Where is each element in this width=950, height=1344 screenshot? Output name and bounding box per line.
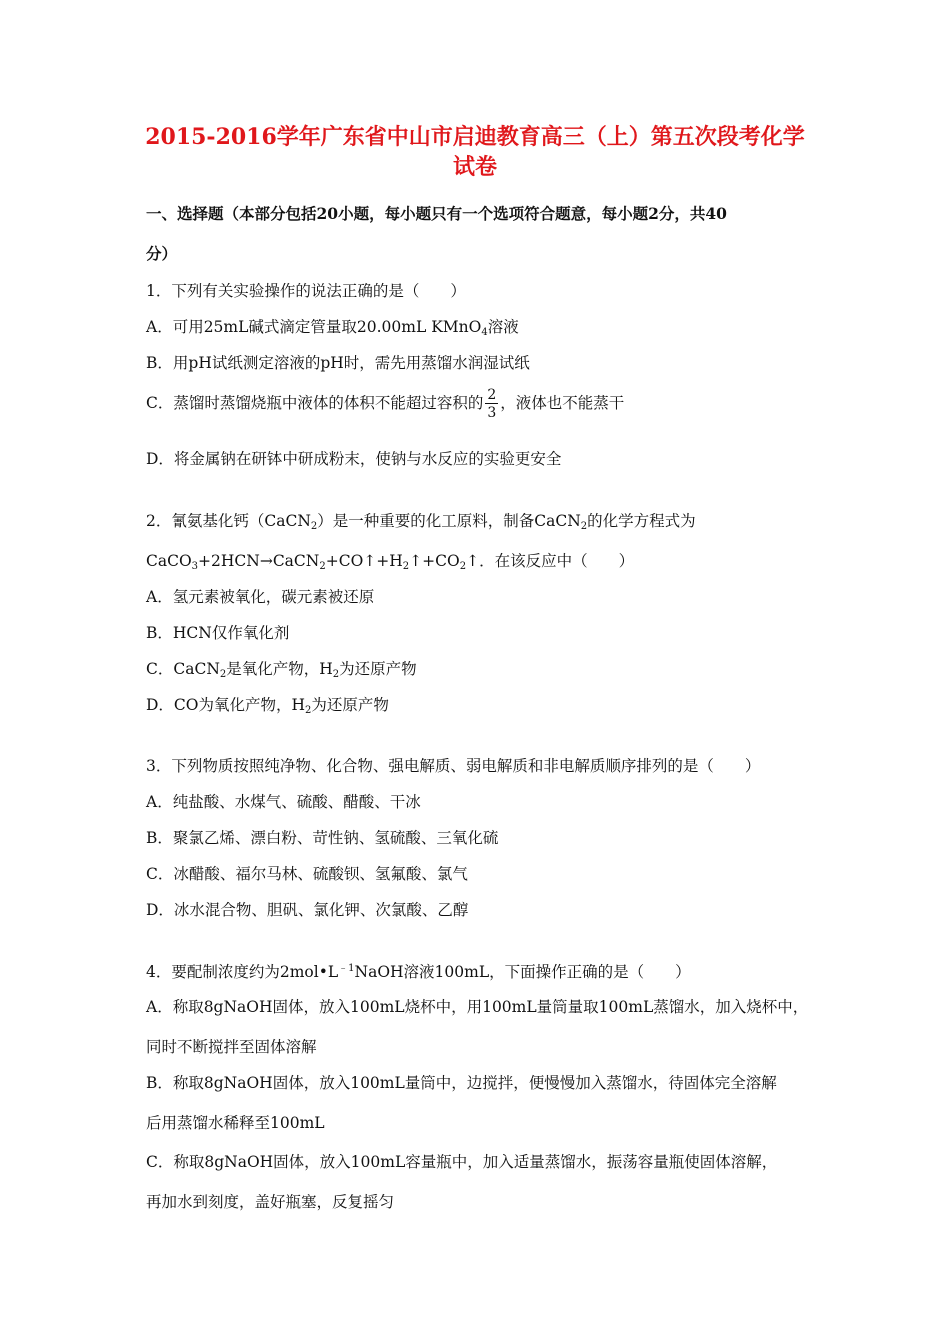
q4-option-b-line2: 后用蒸馏水稀释至100mL (146, 1114, 325, 1132)
q1-option-d: D．将金属钠在研钵中研成粉末，使钠与水反应的实验更安全 (146, 450, 562, 468)
section-header-line1: 一、选择题（本部分包括20小题，每小题只有一个选项符合题意，每小题2分，共40 (146, 204, 727, 223)
document-title-line1: 2015-2016学年广东省中山市启迪教育高三（上）第五次段考化学 (145, 124, 805, 150)
q3-stem: 3．下列物质按照纯净物、化合物、强电解质、弱电解质和非电解质顺序排列的是（ ） (146, 757, 761, 775)
q1-stem: 1．下列有关实验操作的说法正确的是（ ） (146, 282, 466, 300)
section-header-line2: 分） (146, 244, 178, 263)
q2-option-b: B．HCN仅作氧化剂 (146, 624, 290, 642)
q1-option-b: B．用pH试纸测定溶液的pH时，需先用蒸馏水润湿试纸 (146, 354, 530, 372)
q2-option-a: A．氢元素被氧化，碳元素被还原 (146, 588, 375, 606)
q3-option-a: A．纯盐酸、水煤气、硫酸、醋酸、干冰 (146, 793, 421, 811)
q2-stem: 2．氰氨基化钙（CaCN$_2$）是一种重要的化工原料，制备CaCN$_2$的化学方程式为 (146, 512, 696, 532)
document-title-line2: 试卷 (452, 154, 497, 180)
q4-option-c-line2: 再加水到刻度，盖好瓶塞，反复摇匀 (146, 1193, 395, 1211)
q1-option-a: A．可用25mL碱式滴定管量取20.00mL KMnO$_4$溶液 (146, 318, 519, 338)
q2-option-d: D．CO为氧化产物，$H_2$为还原产物 (146, 696, 389, 716)
q1-option-c: C．蒸馏时蒸馏烧瓶中液体的体积不能超过容积的 $\frac{2}{3}$ ，液体也不能蒸干 (146, 387, 625, 421)
q3-option-c: C．冰醋酸、福尔马林、硫酸钡、氢氟酸、氯气 (146, 865, 468, 883)
q4-stem: 4．要配制浓度约为$2mol•L^{﹣1}NaOH$溶液100mL，下面操作正确的是（ ） (146, 963, 691, 981)
q4-option-a-line2: 同时不断搅拌至固体溶解 (146, 1038, 317, 1056)
q3-option-b: B．聚氯乙烯、漂白粉、苛性钠、氢硫酸、三氧化硫 (146, 829, 499, 847)
q4-option-a-line1: A．称取8gNaOH固体，放入100mL烧杯中，用100mL量筒量取100mL蒸馏水，加入烧杯中， (146, 998, 809, 1016)
q3-option-d: D．冰水混合物、胆矾、氯化钾、次氯酸、乙醇 (146, 901, 469, 919)
fraction-two-thirds: $\frac{2}{3}$ (487, 387, 497, 421)
q4-option-c-line1: C．称取8gNaOH固体，放入100mL容量瓶中，加入适量蒸馏水，振荡容量瓶使固体溶解， (146, 1153, 778, 1171)
q2-equation: $CaCO_3+2HCN\to CaCN_2+CO↑+H_2↑+CO_2↑$．在该反应中（ ） (146, 552, 635, 572)
q4-option-b-line1: B．称取8gNaOH固体，放入100mL量筒中，边搅拌，便慢慢加入蒸馏水，待固体完全溶解 (146, 1074, 777, 1092)
q2-option-c: C．CaCN$_2$是氧化产物，$H_2$为还原产物 (146, 660, 417, 680)
